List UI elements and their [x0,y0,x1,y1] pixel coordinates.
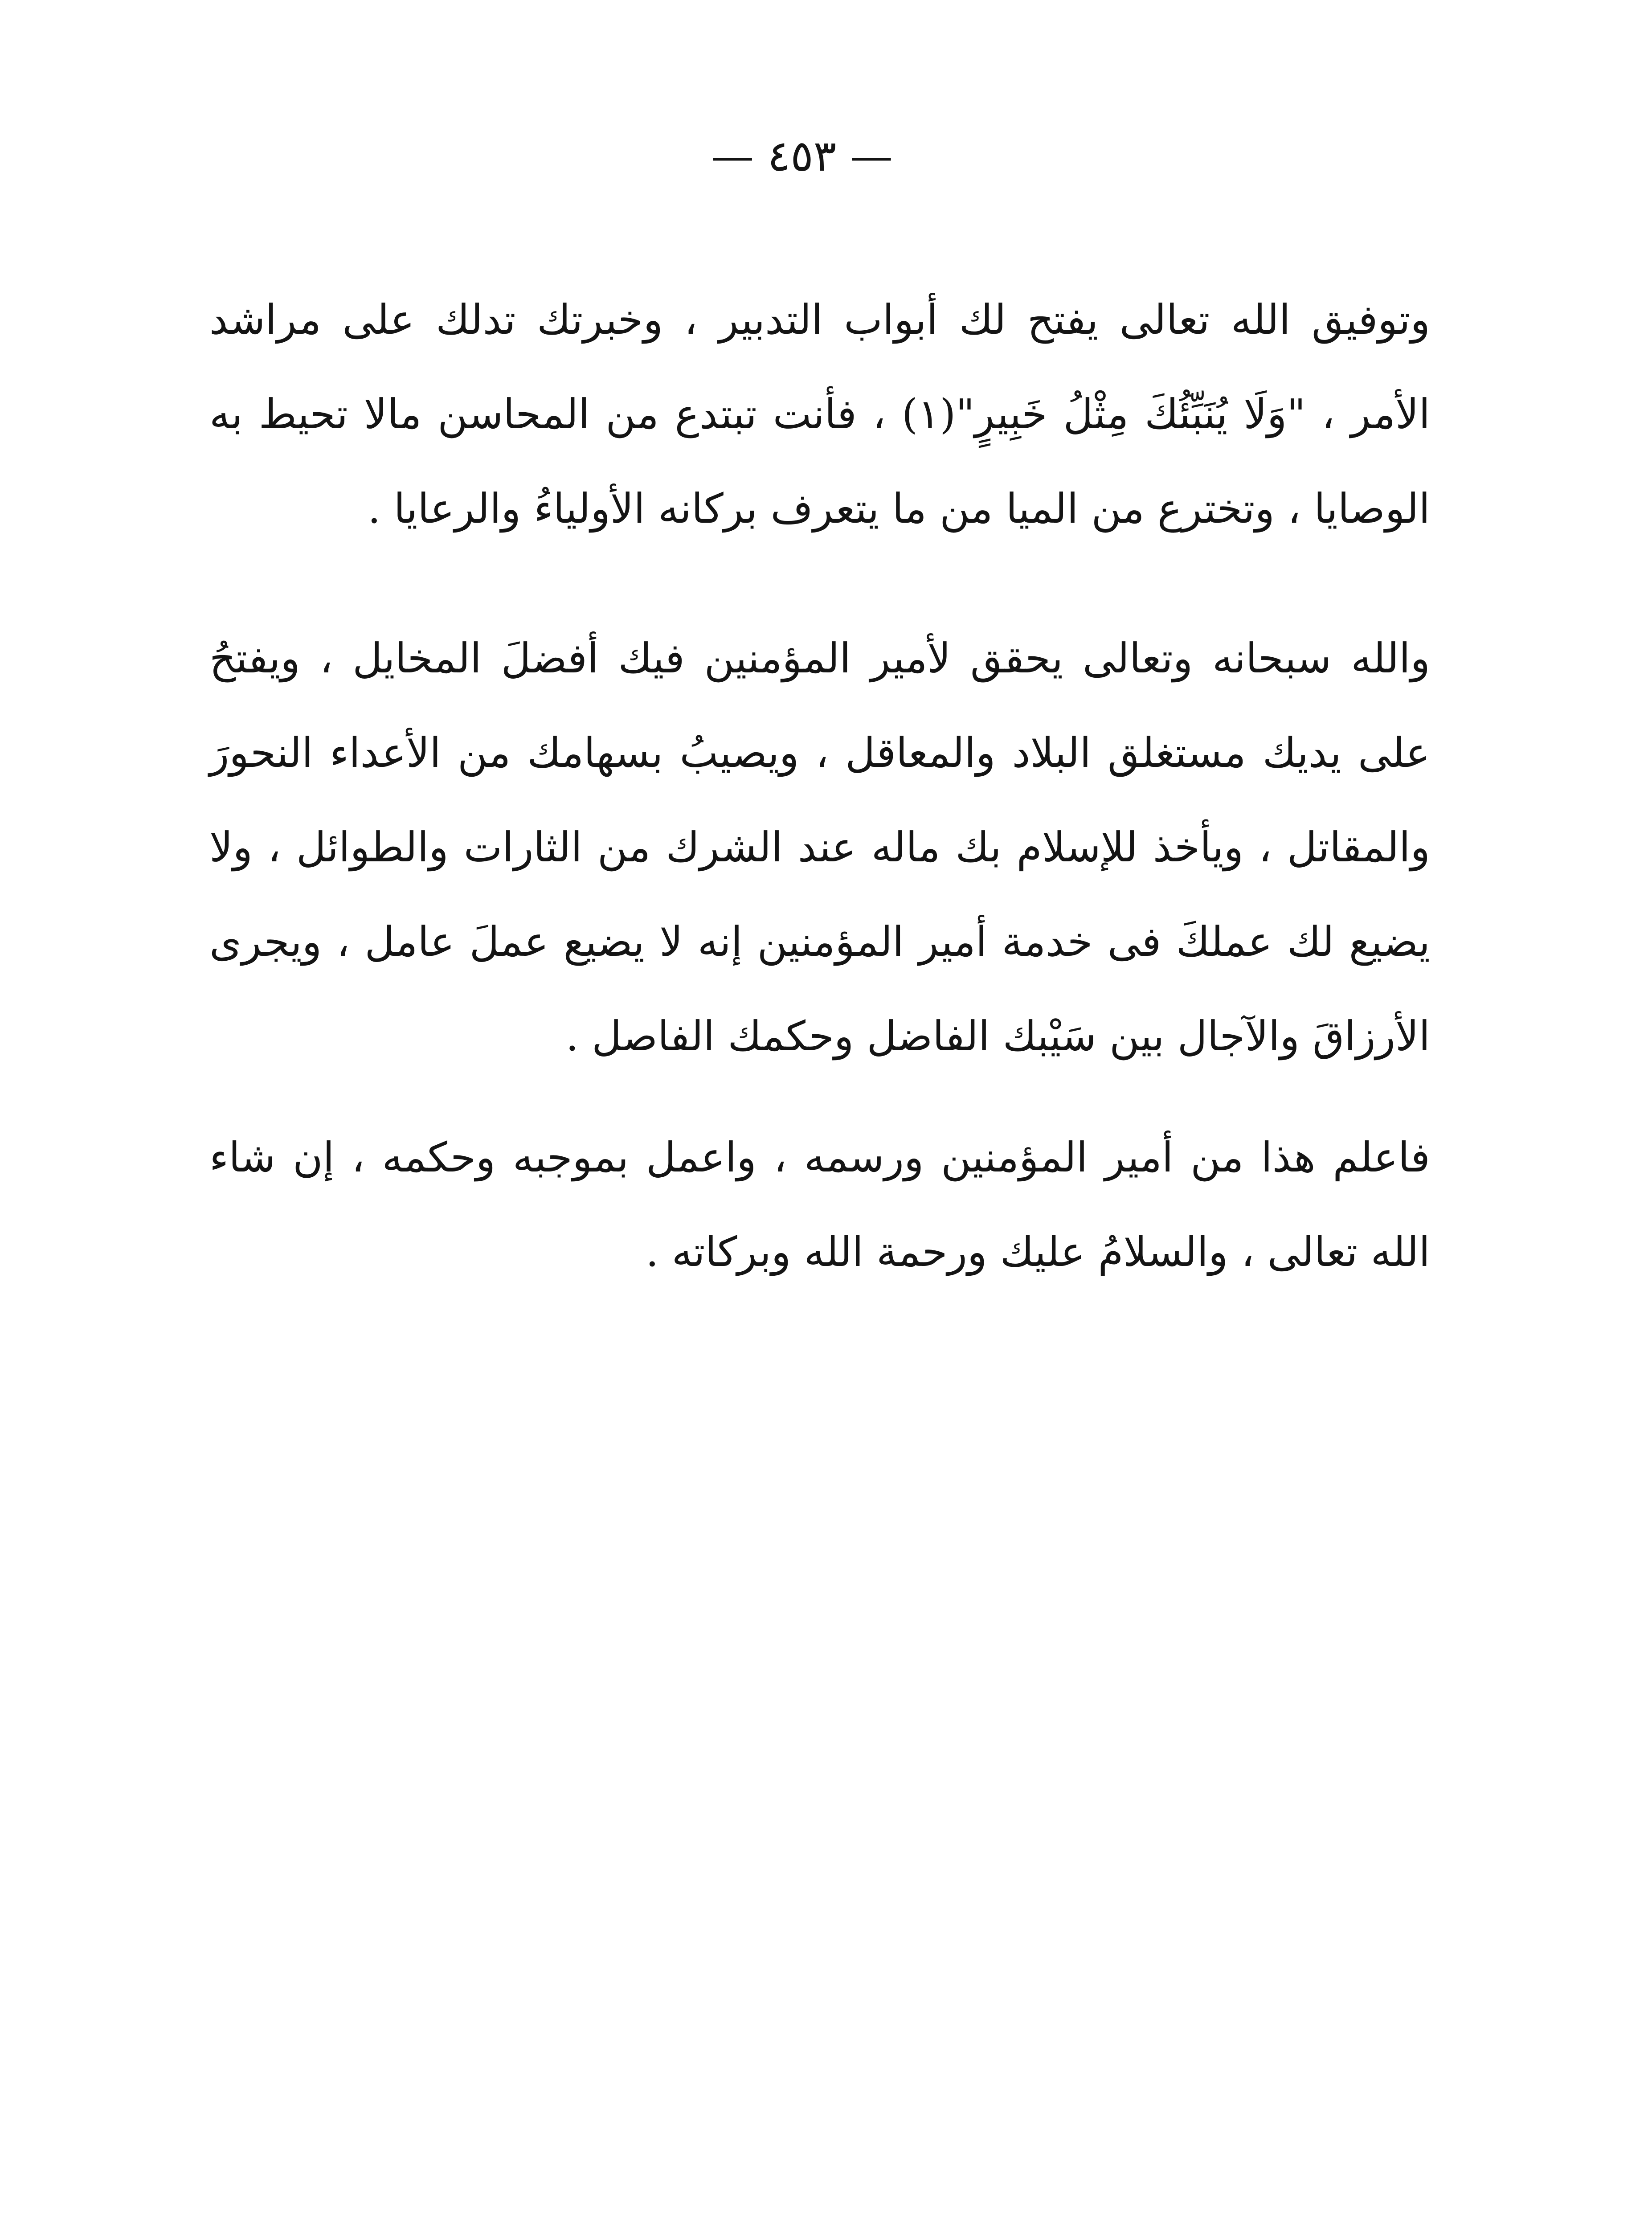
page-number: — ٤٥٣ — [711,131,893,181]
paragraph-2: والله سبحانه وتعالى يحقق لأمير المؤمنين فيك أفضلَ المخايل ، ويفتحُ على يديك مستغلق البلاد والمعاقل ، ويصيبُ بسهامك من الأعداء النحورَ والمقاتل ، ويأخذ للإسلام بك ماله عند الشرك من الثارات والطوائل ، ولا يضيع لك عملكَ فى خدمة أمير المؤمنين إنه لا يضيع عملَ عامل ، ويجرى الأرزاقَ والآجال بين سَيْبك الفاضل وحكمك الفاصل . [209,635,1430,1060]
paragraph-3: فاعلم هذا من أمير المؤمنين ورسمه ، واعمل بموجبه وحكمه ، إن شاء الله تعالى ، والسلامُ عليك ورحمة الله وبركاته . [209,1134,1430,1276]
paragraph-1: وتوفيق الله تعالى يفتح لك أبواب التدبير ، وخبرتك تدلك على مراشد الأمر ، "وَلَا يُنَبِّئُكَ مِثْلُ خَبِيرٍ"(١) ، فأنت تبتدع من المحاسن مالا تحيط به الوصايا ، وتخترع من الميا من ما يتعرف بركانه الأولياءُ والرعايا . [209,296,1431,532]
